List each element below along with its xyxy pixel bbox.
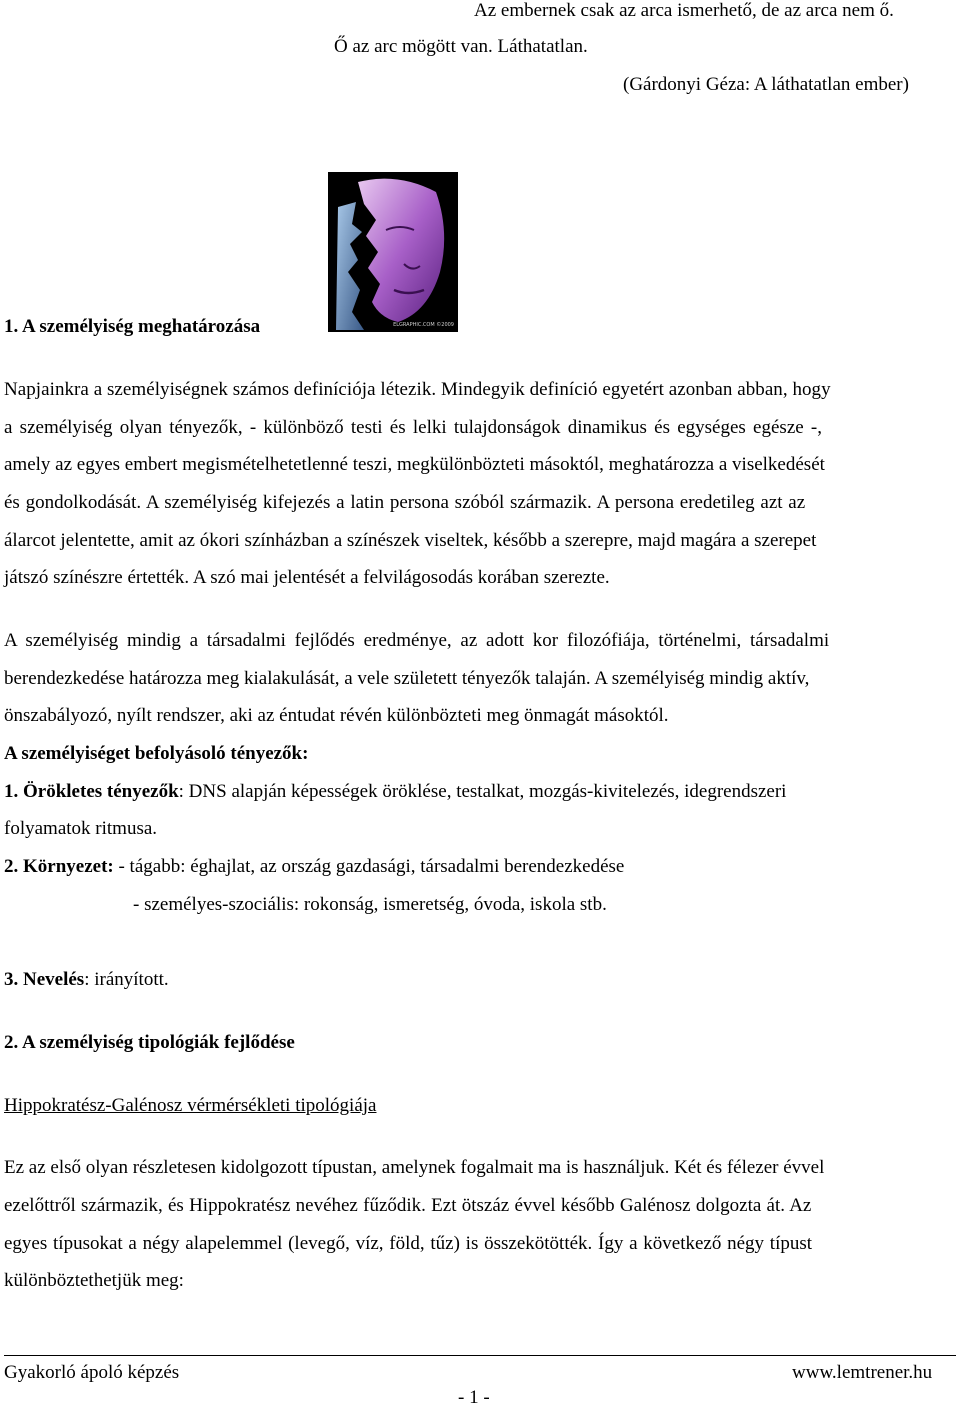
- para1-line-5: álarcot jelentette, amit az ókori színházban a színészek viseltek, később a szerepre, majd magára a szerepet: [4, 530, 817, 551]
- factor-1-text: : DNS alapján képességek öröklése, testalkat, mozgás-kivitelezés, idegrendszeri: [178, 781, 787, 802]
- s2-line-2: ezelőttről származik, és Hippokratész nevéhez fűződik. Ezt ötszáz évvel később Galénosz dolgozta át. Az: [4, 1195, 812, 1216]
- section-1-title: 1. A személyiség meghatározása: [4, 316, 261, 337]
- para2-line-3: önszabályozó, nyílt rendszer, aki az éntudat révén különbözteti meg önmagát másoktól.: [4, 705, 669, 726]
- factor-2-label: 2. Környezet:: [4, 856, 114, 877]
- footer-website[interactable]: www.lemtrener.hu: [792, 1362, 933, 1383]
- s2-line-1: Ez az első olyan részletesen kidolgozott típustan, amelynek fogalmait ma is használjuk. Két és félezer évvel: [4, 1157, 825, 1178]
- factor-3: [4, 969, 169, 991]
- page-number: - 1 -: [458, 1387, 490, 1408]
- factor-3-text: : irányított.: [84, 969, 169, 990]
- footer-left: Gyakorló ápoló képzés: [4, 1362, 180, 1383]
- factor-3-label: 3. Nevelés: [4, 969, 85, 990]
- epigraph-line-1: Az embernek csak az arca ismerhető, de az arca nem ő.: [474, 0, 894, 21]
- para1-line-1: Napjainkra a személyiségnek számos definíciója létezik. Mindegyik definíció egyetért azonban abban, hogy: [4, 379, 831, 400]
- s2-line-4: különböztethetjük meg:: [4, 1270, 184, 1291]
- s2-line-3: egyes típusokat a négy alapelemmel (levegő, víz, föld, tűz) is összekötötték. Így a következő négy típust: [4, 1233, 813, 1254]
- section-2-subtitle: Hippokratész-Galénosz vérmérsékleti tipológiája: [4, 1095, 377, 1116]
- factor-1: [4, 781, 786, 803]
- para1-line-6: játszó színészre értették. A szó mai jelentését a felvilágosodás korában szerezte.: [4, 567, 610, 588]
- mask-face-image: [328, 172, 458, 332]
- para1-line-4: és gondolkodását. A személyiség kifejezés a latin persona szóból származik. A persona eredetileg azt az: [4, 492, 806, 513]
- section-2-title: 2. A személyiség tipológiák fejlődése: [4, 1032, 295, 1053]
- epigraph-line-2: Ő az arc mögött van. Láthatatlan.: [334, 36, 588, 57]
- factor-1-cont: folyamatok ritmusa.: [4, 818, 158, 839]
- footer-divider: [4, 1355, 956, 1356]
- mask-face-icon: [328, 172, 458, 332]
- factor-2-text: - tágabb: éghajlat, az ország gazdasági, társadalmi berendezkedése: [113, 856, 625, 877]
- factor-2: [4, 856, 624, 878]
- epigraph-source: (Gárdonyi Géza: A láthatatlan ember): [623, 74, 909, 95]
- factors-heading: A személyiséget befolyásoló tényezők:: [4, 743, 309, 764]
- para1-line-3: amely az egyes embert megismételhetetlenné teszi, megkülönbözteti másoktól, meghatározza a viselkedését: [4, 454, 825, 475]
- para2-line-2: berendezkedése határozza meg kialakulását, a vele született tényezők talaján. A személyiség mindig aktív,: [4, 668, 810, 689]
- factor-2-cont: - személyes-szociális: rokonság, ismeretség, óvoda, iskola stb.: [133, 894, 607, 915]
- para2-line-1: A személyiség mindig a társadalmi fejlődés eredménye, az adott kor filozófiája, történelmi, társadalmi: [4, 630, 830, 651]
- para1-line-2: a személyiség olyan tényezők, - különböző testi és lelki tulajdonságok dinamikus és egységes egésze -,: [4, 417, 823, 438]
- factor-1-label: 1. Örökletes tényezők: [4, 781, 179, 802]
- image-watermark: ELGRAPHIC.COM ©2009: [393, 322, 454, 328]
